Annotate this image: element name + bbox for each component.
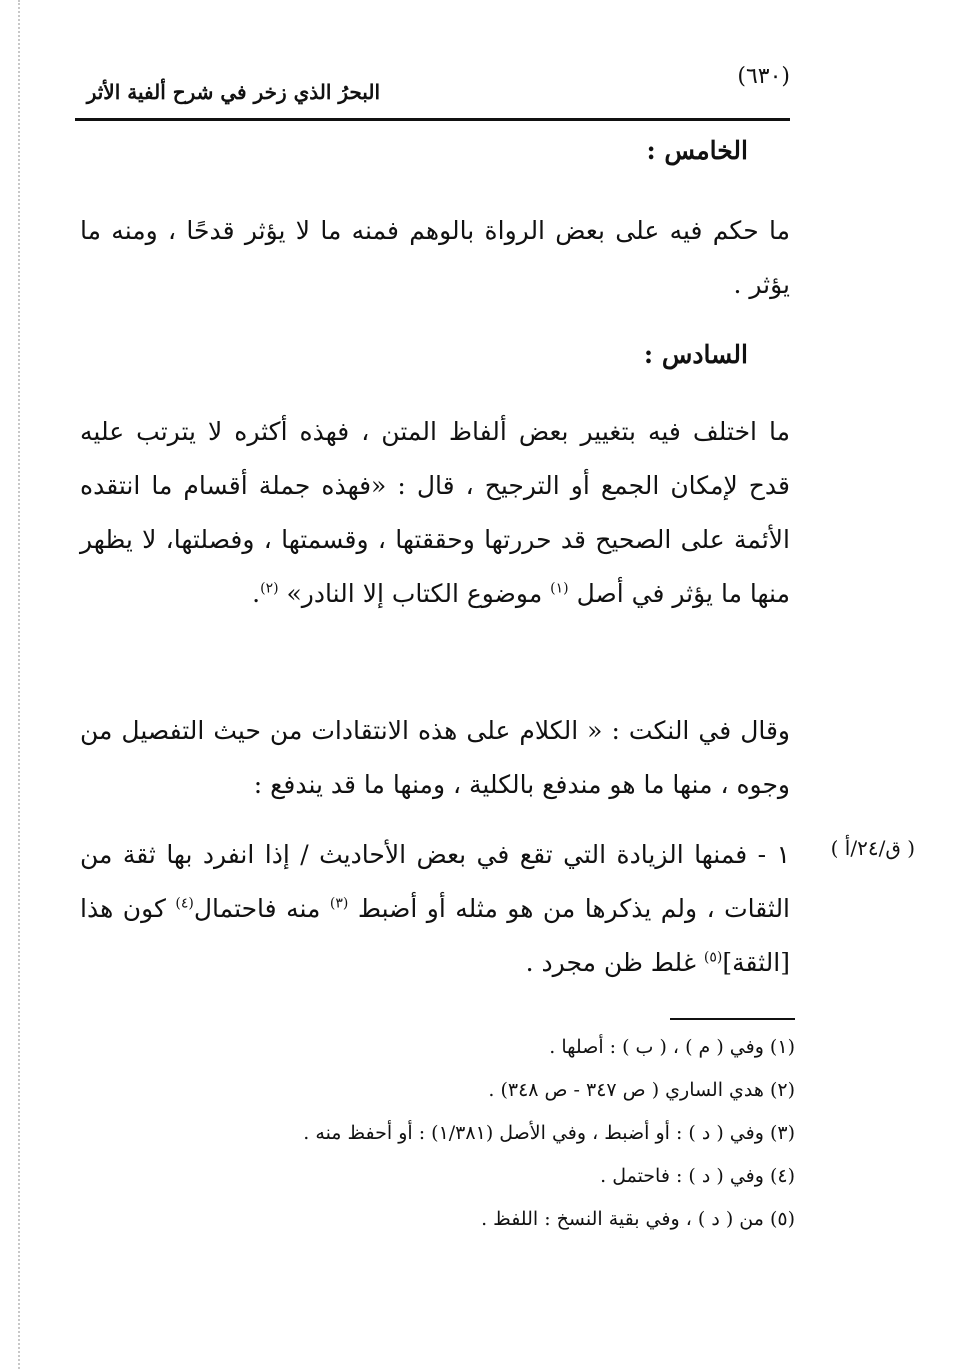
- footnote-ref-5: (٥): [703, 949, 723, 966]
- paragraph-nukat: وقال في النكت : « الكلام على هذه الانتقادات من حيث التفصيل من وجوه ، منها ما هو مندفع بالكلية ، ومنها ما قد يندفع :: [80, 716, 790, 799]
- footnote-ref-3: (٣): [329, 895, 349, 912]
- footnote-ref-4: (٤): [175, 895, 194, 912]
- footnotes: [80, 1026, 795, 1241]
- footnote-rule: [670, 1018, 795, 1020]
- footnote-5: (٥) من ( د ) ، وفي بقية النسخ : اللفظ .: [481, 1208, 795, 1230]
- item-1-part-1: ١ - فمنها الزيادة التي تقع في بعض الأحاديث / إذا انفرد بها ثقة من الثقات ، ولم يذكرها من هو مثله أو أضبط: [80, 840, 791, 923]
- paragraph-sixth-tail: موضوع الكتاب إلا النادر»: [286, 579, 543, 608]
- heading-fifth: الخامس :: [646, 136, 748, 165]
- paragraph-sixth-body: ما اختلف فيه بتغيير بعض ألفاظ المتن ، فهذه أكثره لا يترتب عليه قدح لإمكان الجمع أو الترجيح ، قال : «فهذه جملة أقسام ما انتقده الأئمة على الصحيح قد حررتها وحققتها ، وقسمتها ، وفصلتها، لا يظهر منها ما يؤثر في أصل: [80, 417, 790, 608]
- item-1-part-4: غلط ظن مجرد .: [525, 948, 696, 977]
- page-number: (٦٣٠): [737, 64, 790, 89]
- footnote-ref-2: (٢): [260, 580, 279, 597]
- item-1-part-3: كون هذا [الثقة]: [80, 894, 790, 977]
- footnote-2: (٢) هدي الساري ( ص ٣٤٧ - ص ٣٤٨) .: [488, 1079, 795, 1101]
- paragraph-fifth: ما حكم فيه على بعض الرواة بالوهم فمنه ما لا يؤثر قدحًا ، ومنه ما يؤثر .: [80, 216, 790, 299]
- manuscript-margin-ref: ( ق/٢٤/أ ): [830, 836, 915, 860]
- paragraph-sixth-end: .: [252, 579, 261, 608]
- footnote-1: (١) وفي ( م ) ، ( ب ) : أصلها .: [549, 1036, 795, 1058]
- footnote-ref-1: (١): [550, 580, 569, 597]
- heading-sixth: السادس :: [643, 340, 748, 369]
- header-rule: [75, 118, 790, 121]
- item-1-part-2: منه فاحتمال: [193, 894, 321, 923]
- footnote-3: (٣) وفي ( د ) : أو أضبط ، وفي الأصل (١/٣٨١) : أو أحفظ منه .: [303, 1122, 795, 1144]
- paragraph-sixth: [80, 405, 790, 621]
- footnote-4: (٤) وفي ( د ) : فاحتمل .: [600, 1165, 795, 1187]
- paragraph-item-1: [80, 828, 790, 990]
- running-title: البحرُ الذي زخر في شرح ألفية الأثر: [86, 80, 380, 104]
